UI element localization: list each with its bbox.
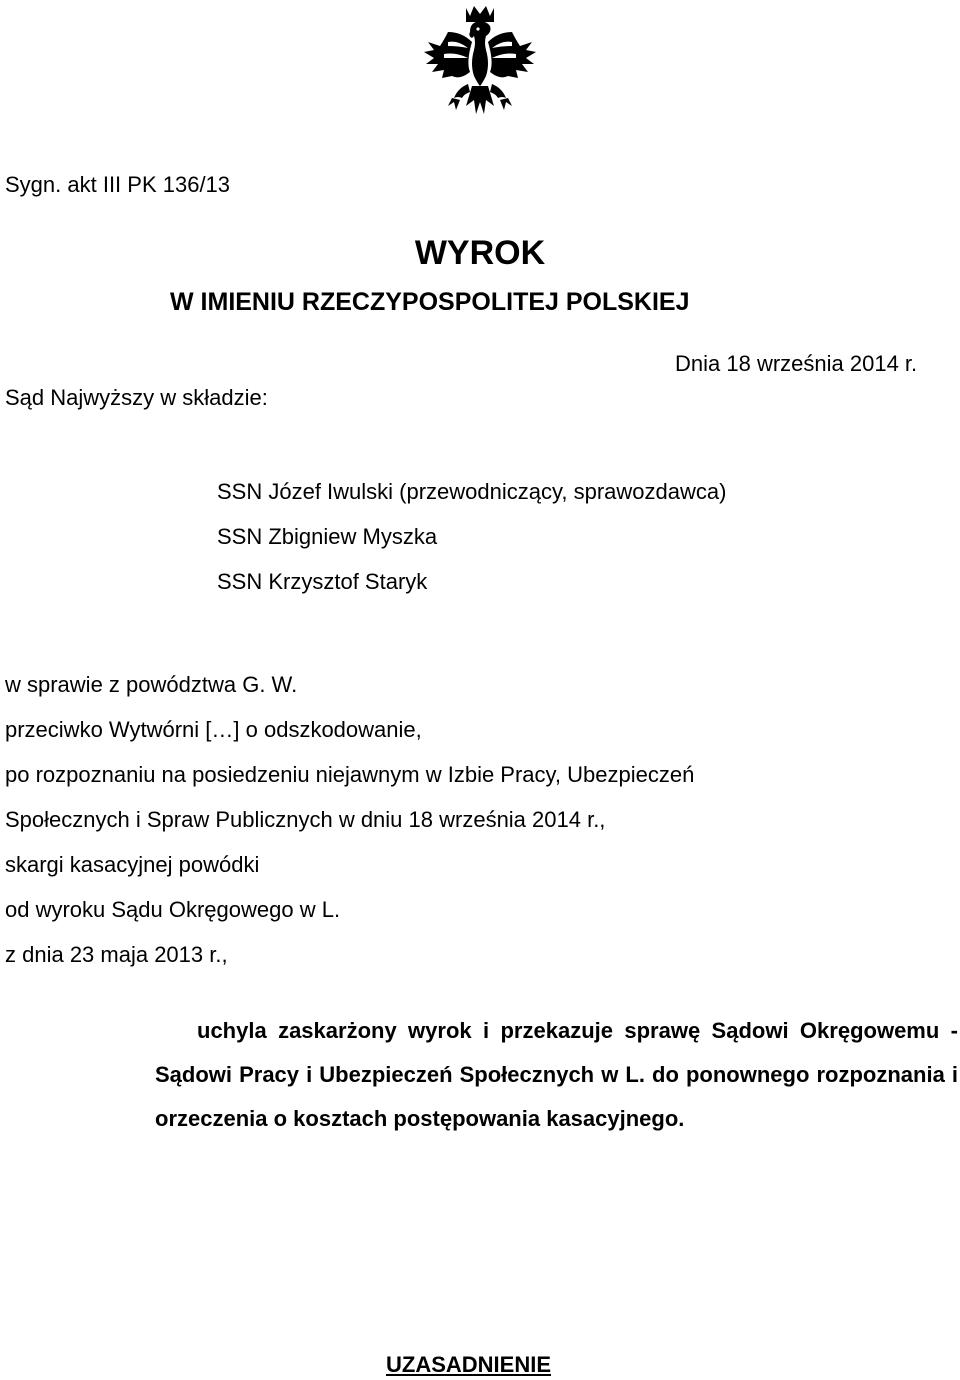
case-description [5, 672, 694, 987]
judge-line: SSN Józef Iwulski (przewodniczący, sprawozdawca) [217, 479, 727, 504]
case-line: skargi kasacyjnej powódki [5, 852, 260, 877]
judgment-date: Dnia 18 września 2014 r. [675, 351, 918, 376]
document-title: WYROK [414, 234, 546, 272]
court-composition-label: Sąd Najwyższy w składzie: [5, 385, 268, 410]
case-line: przeciwko Wytwórni […] o odszkodowanie, [5, 717, 422, 742]
polish-eagle-emblem-icon [418, 2, 542, 132]
case-line: od wyroku Sądu Okręgowego w L. [5, 897, 341, 922]
document-subtitle: W IMIENIU RZECZYPOSPOLITEJ POLSKIEJ [170, 288, 690, 316]
case-line: z dnia 23 maja 2013 r., [5, 942, 228, 967]
judge-line: SSN Zbigniew Myszka [217, 524, 438, 549]
case-line: po rozpoznaniu na posiedzeniu niejawnym w Izbie Pracy, Ubezpieczeń [5, 762, 695, 787]
case-signature: Sygn. akt III PK 136/13 [5, 172, 231, 197]
ruling-text: uchyla zaskarżony wyrok i przekazuje sprawę Sądowi Okręgowemu - Sądowi Pracy i Ubezpieczeń Społecznych w L. do ponownego rozpoznania i orzeczenia o kosztach postępowania kasacyjnego. [155, 1018, 958, 1131]
case-line: w sprawie z powództwa G. W. [5, 672, 298, 697]
judge-line: SSN Krzysztof Staryk [217, 569, 428, 594]
case-line: Społecznych i Spraw Publicznych w dniu 18 września 2014 r., [5, 807, 606, 832]
reasons-heading: UZASADNIENIE [386, 1352, 552, 1377]
judges-list [217, 479, 726, 614]
